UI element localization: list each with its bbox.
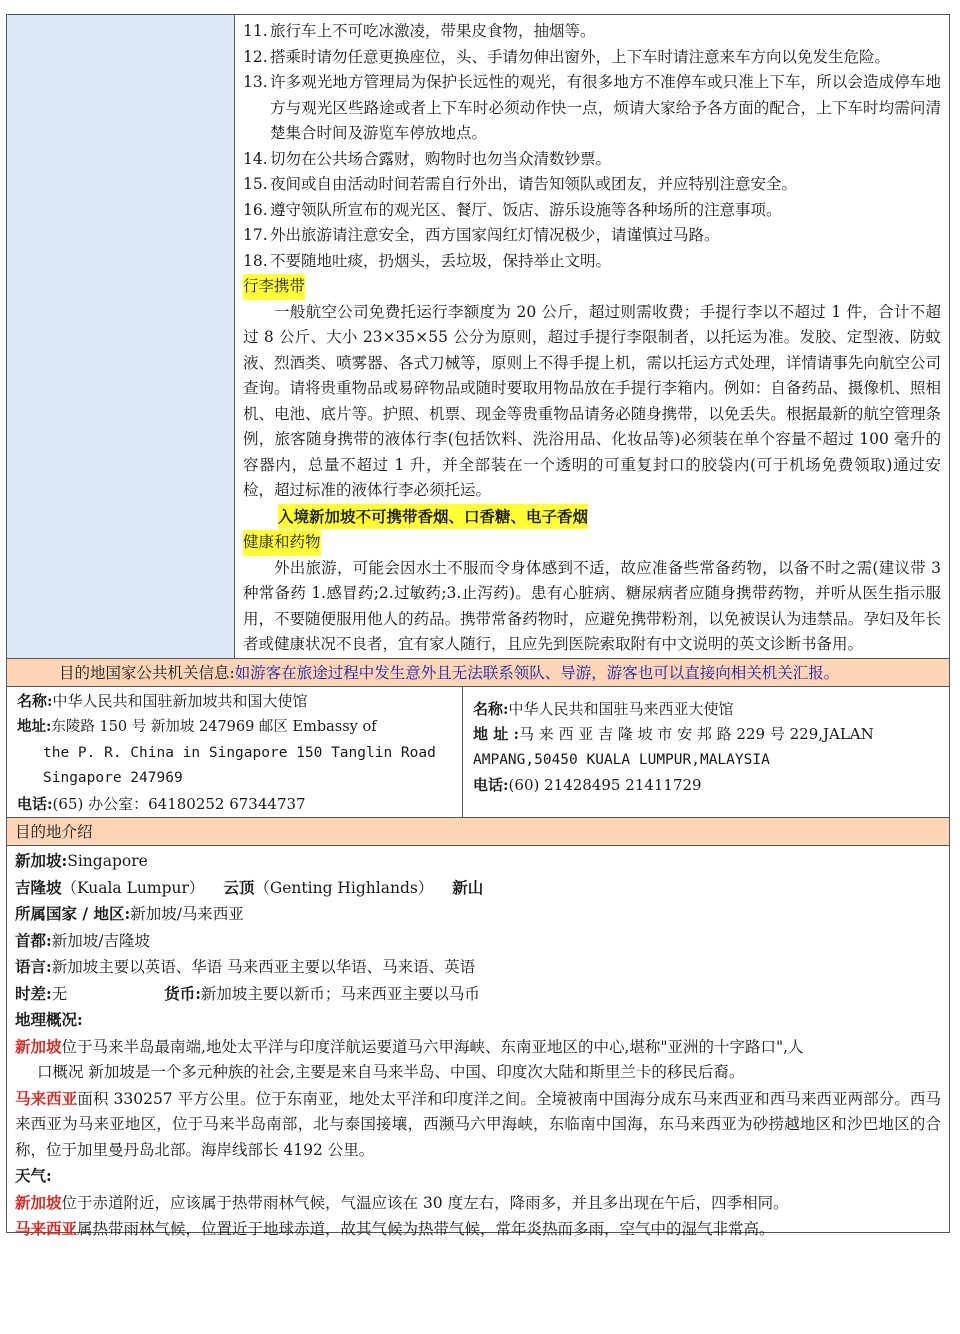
- my-tel: (60) 21428495 21411729: [508, 776, 702, 794]
- weather-label: 天气:: [15, 1166, 52, 1185]
- note-text: 遵守领队所宣布的观光区、餐厅、饭店、游乐设施等各种场所的注意事项。: [270, 200, 782, 219]
- geo-sg-name: 新加坡: [15, 1036, 62, 1056]
- note-number: 15.: [243, 175, 268, 193]
- note-number: 18.: [243, 251, 268, 270]
- my-addr-line2: AMPANG,50450 KUALA LUMPUR,MALAYSIA: [473, 751, 770, 768]
- health-heading: 健康和药物: [243, 530, 321, 556]
- sg-tel-label: 电话:: [17, 794, 53, 813]
- intro-heading-bar: [6, 817, 950, 845]
- jb-label: 新山: [452, 877, 484, 897]
- my-addr-line1: 马 来 西 亚 吉 隆 坡 市 安 邦 路 229 号 229,JALAN: [518, 725, 874, 743]
- luggage-heading: 行李携带: [243, 274, 305, 300]
- geo-label: 地理概况:: [15, 1010, 83, 1029]
- tz-label: 时差:: [15, 983, 52, 1003]
- notes-content: [235, 15, 949, 658]
- weather-my-name: 马来西亚: [15, 1219, 78, 1238]
- currency-value: 新加坡主要以新币；马来西亚主要以马币: [200, 984, 480, 1003]
- note-number: 11.: [243, 22, 268, 40]
- kl-value: （Kuala Lumpur）: [61, 878, 205, 897]
- sg-addr-line2: the P. R. China in Singapore 150 Tanglin Road: [43, 744, 436, 761]
- luggage-text: 一般航空公司免费托运行李额度为 20 公斤，超过则需收费；手提行李以不超过 1 件，合计不超过 8 公斤、大小 23×35×55 公分为原则，超过手提行李限制者，以托运为准。发胶、定型液、防蚊液、烈酒类、喷雾器、各式刀械等，原则上不得手提上机，需以托运方式处理，详情请事先向航空公司查询。请将贵重物品或易碎物品或随时要取用物品放在手提行李箱内。例如：自备药品、摄像机、照相机、电池、底片等。护照、机票、现金等贵重物品请务必随身携带，以免丢失。根据最新的航空管理条例，旅客随身携带的液体行李(包括饮料、洗浴用品、化妆品等)必须装在单个容量不超过 100 毫升的容器内，总量不超过 1 升，并全部装在一个透明的可重复封口的胶袋内(可于机场免费领取)通过安检，超过标准的液体行李必须托运。: [243, 302, 941, 499]
- sg-label: 新加坡:: [15, 851, 68, 870]
- geo-malaysia: [15, 1086, 941, 1164]
- lang-value: 新加坡主要以英语、华语 马来西亚主要以华语、马来语、英语: [51, 958, 476, 976]
- weather-sg-name: 新加坡: [15, 1192, 62, 1212]
- note-number: 17.: [243, 226, 268, 244]
- tz-value: 无: [51, 984, 68, 1003]
- note-item: [243, 70, 941, 147]
- weather-malaysia: [15, 1216, 941, 1243]
- note-item: [243, 172, 941, 198]
- note-item: [243, 223, 941, 249]
- notes-list: [243, 19, 941, 274]
- note-item: [243, 19, 941, 45]
- note-item: [243, 147, 941, 173]
- weather-my-text: 属热带雨林气候，位置近于地球赤道，故其气候为热带气候，常年炎热而多雨，空气中的湿气非常高。: [77, 1220, 775, 1238]
- note-item: [243, 198, 941, 224]
- my-addr-label: 地 址 :: [473, 725, 519, 743]
- note-item: [243, 249, 941, 275]
- embassy-singapore: [7, 687, 463, 818]
- lang-label: 语言:: [15, 957, 52, 976]
- geo-sg-text1: 位于马来半岛最南端,地处太平洋与印度洋航运要道马六甲海峡、东南亚地区的中心,堪称"亚洲的十字路口",人: [61, 1037, 804, 1056]
- note-text: 夜间或自由活动时间若需自行外出，请告知领队或团友，并应特别注意安全。: [270, 175, 798, 193]
- embassy-malaysia: [463, 687, 949, 818]
- note-text: 外出旅游请注意安全，西方国家闯红灯情况极少，请谨慎过马路。: [270, 226, 720, 244]
- health-text: 外出旅游，可能会因水土不服而令身体感到不适，故应准备些常备药物，以备不时之需(建议带 3 种常备药 1.感冒药;2.过敏药;3.止泻药)。患有心脏病、糖尿病者应随身携带药物，并听从医生指示服用，不要随便服用他人的药品。携带常备药物时，应避免携带粉剂，以免被误认为违禁品。孕妇及年长者或健康状况不良者，宜有家人随行，且应先到医院索取附有中文说明的英文诊断书备用。: [243, 558, 941, 653]
- geo-my-name: 马来西亚: [15, 1088, 78, 1108]
- authority-label: 目的地国家公共机关信息:: [59, 663, 235, 682]
- authority-bar: [6, 658, 950, 686]
- note-number: 13.: [243, 73, 268, 91]
- geo-my-text: 面积 330257 平方公里。位于东南亚，地处太平洋和印度洋之间。全境被南中国海分成东马来西亚和西马来西亚两部分。西马来西亚为马来亚地区，位于马来半岛南部，北与泰国接壤，西濒马六甲海峡，东临南中国海，东马来西亚为砂捞越地区和沙巴地区的合称，位于加里曼丹岛北部。海岸线部长 4192 公里。: [15, 1089, 941, 1159]
- left-blue-panel: [7, 15, 235, 658]
- genting-label: 云顶: [223, 877, 255, 897]
- entry-warning-row: [243, 504, 941, 531]
- kl-label: 吉隆坡: [15, 877, 62, 897]
- geo-singapore: [15, 1034, 941, 1086]
- weather-singapore: [15, 1190, 941, 1217]
- weather-sg-text: 位于赤道附近，应该属于热带雨林气候，气温应该在 30 度左右，降雨多，并且多出现在午后，四季相同。: [61, 1193, 789, 1212]
- note-text: 旅行车上不可吃冰激凌，带果皮食物，抽烟等。: [270, 22, 596, 40]
- note-number: 12.: [243, 47, 268, 66]
- capital-value: 新加坡/吉隆坡: [51, 931, 150, 950]
- intro-heading: 目的地介绍: [15, 823, 93, 841]
- geo-sg-text2: 口概况 新加坡是一个多元种族的社会,主要是来自马来半岛、中国、印度次大陆和斯里兰卡的移民后裔。: [37, 1063, 745, 1081]
- my-name-label: 名称:: [473, 699, 509, 718]
- country-value: 新加坡/马来西亚: [130, 905, 244, 923]
- note-number: 16.: [243, 200, 268, 219]
- sg-addr-label: 地址:: [17, 718, 52, 735]
- embassy-row: [6, 686, 950, 818]
- notes-row: [6, 14, 950, 658]
- sg-embassy-name: 中华人民共和国驻新加坡共和国大使馆: [52, 691, 308, 710]
- sg-name-label: 名称:: [17, 691, 53, 710]
- entry-warning: 入境新加坡不可携带香烟、口香糖、电子香烟: [278, 504, 588, 530]
- capital-label: 首都:: [15, 930, 52, 950]
- genting-value: （Genting Highlands）: [254, 878, 434, 897]
- note-item: [243, 45, 941, 71]
- sg-tel: (65) 办公室：64180252 67344737: [52, 794, 306, 813]
- note-text: 搭乘时请勿任意更换座位，头、手请勿伸出窗外，上下车时请注意来车方向以免发生危险。: [270, 47, 891, 66]
- authority-text: 如游客在旅途过程中发生意外且无法联系领队、导游，游客也可以直接向相关机关汇报。: [234, 663, 840, 682]
- country-label: 所属国家 / 地区:: [15, 904, 131, 923]
- note-text: 不要随地吐痰，扔烟头，丢垃圾，保持举止文明。: [270, 251, 612, 270]
- luggage-heading-row: [243, 274, 941, 300]
- currency-label: 货币:: [164, 983, 201, 1003]
- my-tel-label: 电话:: [473, 776, 509, 794]
- note-text: 许多观光地方管理局为保护长远性的观光，有很多地方不准停车或只准上下车，所以会造成停车地方与观光区些路途或者上下车时必须动作快一点，烦请大家给予各方面的配合，上下车时均需问清楚集合时间及游览车停放地点。: [270, 73, 941, 142]
- intro-section: [6, 845, 950, 1238]
- my-embassy-name: 中华人民共和国驻马来西亚大使馆: [508, 699, 734, 718]
- note-number: 14.: [243, 149, 268, 168]
- sg-addr-line1: 东陵路 150 号 新加坡 247969 邮区 Embassy of: [51, 719, 377, 735]
- sg-value: Singapore: [67, 852, 148, 870]
- document-page: [6, 14, 950, 1238]
- sg-addr-line3: Singapore 247969: [43, 770, 183, 786]
- health-heading-row: [243, 530, 941, 556]
- note-text: 切勿在公共场合露财，购物时也勿当众清数钞票。: [270, 149, 612, 168]
